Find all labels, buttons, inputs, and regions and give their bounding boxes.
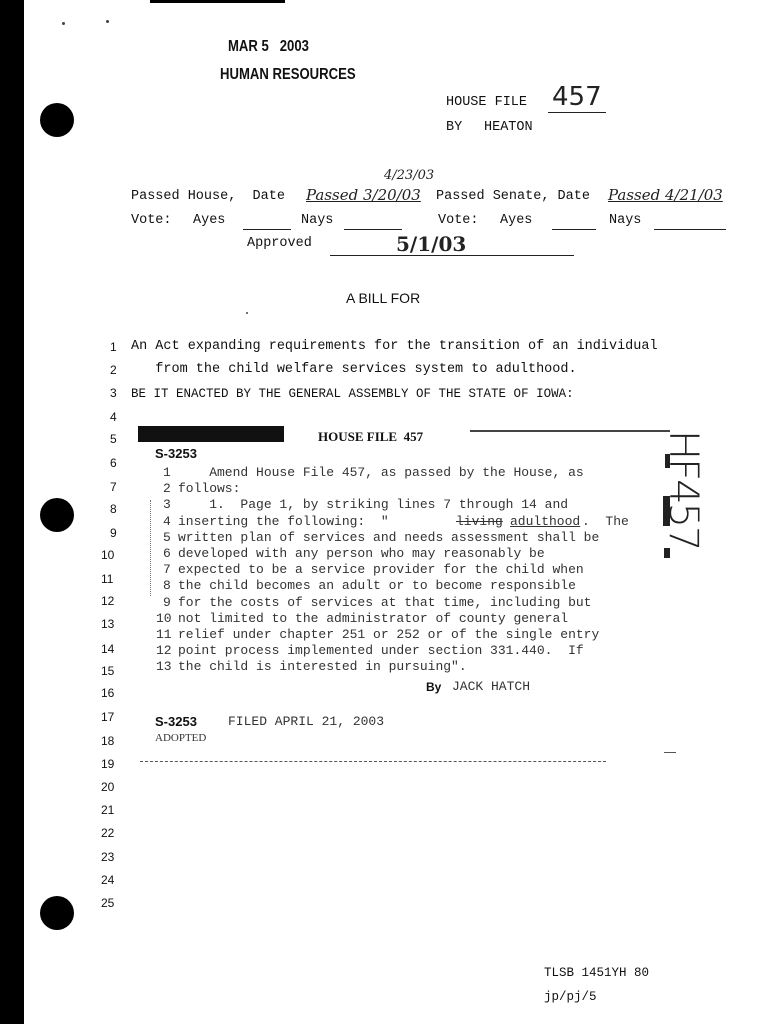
line-number: 23 (101, 850, 115, 864)
struck-word: living (456, 514, 503, 529)
scan-top-edge (150, 0, 285, 3)
bill-line-2: from the child welfare services system to adulthood. (131, 362, 577, 377)
line-number: 16 (101, 686, 115, 700)
amendment-header: HOUSE FILE 457 (318, 429, 424, 444)
adopted-status: ADOPTED (155, 732, 207, 744)
amendment-line-text: 1. Page 1, by striking lines 7 through 14 and (178, 497, 569, 513)
amendment-line-number: 11 (156, 627, 172, 642)
filed-number: S-3253 (155, 714, 197, 729)
amendment-number: S-3253 (155, 446, 197, 461)
line-number: 11 (101, 572, 114, 586)
amendment-line-number: 12 (156, 643, 172, 659)
passed-senate-date: Passed 4/21/03 (608, 186, 723, 204)
house-file-label: HOUSE FILE (446, 95, 528, 110)
amendment-line-text: relief under chapter 251 or 252 or of the single entry (178, 627, 600, 642)
scan-left-edge (0, 0, 24, 1024)
amendment-bottom-rule-end (664, 752, 676, 753)
approved-label: Approved (247, 236, 312, 251)
amendment-line-text: the child is interested in pursuing". (178, 659, 467, 675)
house-date-correction: 4/23/03 (384, 168, 435, 183)
amendment-line-text: the child becomes an adult or to become responsible (178, 578, 576, 594)
scan-speck (62, 22, 65, 25)
margin-handwritten-file-number: HF457 (660, 430, 706, 550)
house-ayes-label: Ayes (193, 213, 226, 228)
by-label: BY (446, 120, 463, 135)
line-number: 21 (101, 803, 115, 817)
line4-tail: . The (582, 514, 629, 529)
senate-vote-label: Vote: (438, 213, 479, 228)
bill-line-1: An Act expanding requirements for the transition of an individual (131, 339, 658, 354)
footer-initials: jp/pj/5 (544, 990, 597, 1004)
line-number: 25 (101, 896, 115, 910)
amendment-line-text: written plan of services and needs assessment shall be (178, 529, 600, 545)
underlined-word: adulthood (510, 514, 581, 529)
amendment-line-number: 5 (163, 529, 171, 545)
passed-house-label: Passed House, Date (131, 189, 285, 204)
filed-text: FILED APRIL 21, 2003 (228, 714, 385, 729)
passed-house-date: Passed 3/20/03 (306, 186, 421, 204)
line-number: 2 (110, 363, 117, 377)
amendment-line-text: point process implemented under section 331.440. If (178, 643, 584, 659)
line-number: 14 (101, 642, 115, 656)
house-file-number: 457 (548, 82, 606, 113)
signed-by-name: JACK HATCH (452, 679, 531, 694)
line-number: 22 (101, 826, 115, 840)
line-number: 18 (101, 734, 115, 748)
line-number: 17 (101, 710, 115, 724)
line-number: 7 (110, 480, 117, 494)
redaction-bar (138, 426, 284, 442)
amendment-line-text: follows: (178, 481, 241, 497)
scan-speck (246, 312, 248, 314)
enacting-clause: BE IT ENACTED BY THE GENERAL ASSEMBLY OF THE STATE OF IOWA: (131, 387, 574, 401)
line-number: 8 (110, 502, 117, 516)
amendment-line-number: 1 (163, 465, 171, 480)
sponsor-name: HEATON (484, 120, 533, 135)
amendment-line-text: inserting the following: " (178, 513, 389, 529)
line-number: 19 (101, 757, 115, 771)
amendment-line-number: 6 (163, 546, 171, 561)
house-nays-blank (344, 229, 402, 230)
punch-hole-middle (40, 498, 74, 532)
line-number: 15 (101, 664, 115, 678)
line-number: 4 (110, 410, 117, 424)
scan-speck (106, 20, 109, 23)
line-number: 24 (101, 873, 115, 887)
amendment-top-rule (470, 430, 670, 432)
line-number: 3 (110, 386, 117, 400)
senate-nays-label: Nays (609, 213, 642, 228)
line-number: 9 (110, 526, 117, 540)
amendment-line-number: 2 (163, 481, 171, 497)
amendment-line-text: Amend House File 457, as passed by the House, as (178, 465, 584, 480)
line-number: 10 (101, 548, 115, 562)
house-ayes-blank (243, 229, 291, 230)
line-number: 12 (101, 594, 115, 608)
line-number: 1 (110, 340, 117, 354)
amendment-line-text: expected to be a service provider for the child when (178, 562, 584, 578)
line-number: 6 (110, 456, 117, 470)
amendment-line-text: not limited to the administrator of county general (178, 610, 569, 626)
amendment-bottom-rule (140, 761, 606, 762)
passed-senate-label: Passed Senate, Date (436, 189, 590, 204)
amendment-line-number: 4 (163, 513, 171, 529)
bill-title: A BILL FOR (346, 290, 421, 306)
amendment-line-number: 10 (156, 610, 172, 626)
amendment-line-text: developed with any person who may reasonably be (178, 546, 545, 561)
margin-mark (664, 548, 670, 558)
senate-nays-blank (654, 229, 726, 230)
line-number: 13 (101, 617, 115, 631)
punch-hole-top (40, 103, 74, 137)
received-stamp-department: HUMAN RESOURCES (220, 66, 356, 83)
amendment-line-text: for the costs of services at that time, including but (178, 594, 592, 610)
received-stamp-date: MAR 5 2003 (228, 38, 309, 55)
senate-ayes-label: Ayes (500, 213, 533, 228)
approved-date: 5/1/03 (396, 232, 467, 256)
punch-hole-bottom (40, 896, 74, 930)
signed-by-label: By (426, 680, 442, 694)
amendment-line-number: 7 (163, 562, 171, 578)
line-number: 5 (110, 432, 117, 446)
senate-ayes-blank (552, 229, 596, 230)
footer-code: TLSB 1451YH 80 (544, 966, 650, 980)
margin-dotted-line (150, 500, 152, 596)
amendment-line-number: 3 (163, 497, 171, 513)
amendment-line-number: 9 (163, 594, 171, 610)
house-nays-label: Nays (301, 213, 334, 228)
line-number: 20 (101, 780, 115, 794)
amendment-line-number: 8 (163, 578, 171, 594)
house-vote-label: Vote: (131, 213, 172, 228)
amendment-line-number: 13 (156, 659, 172, 675)
